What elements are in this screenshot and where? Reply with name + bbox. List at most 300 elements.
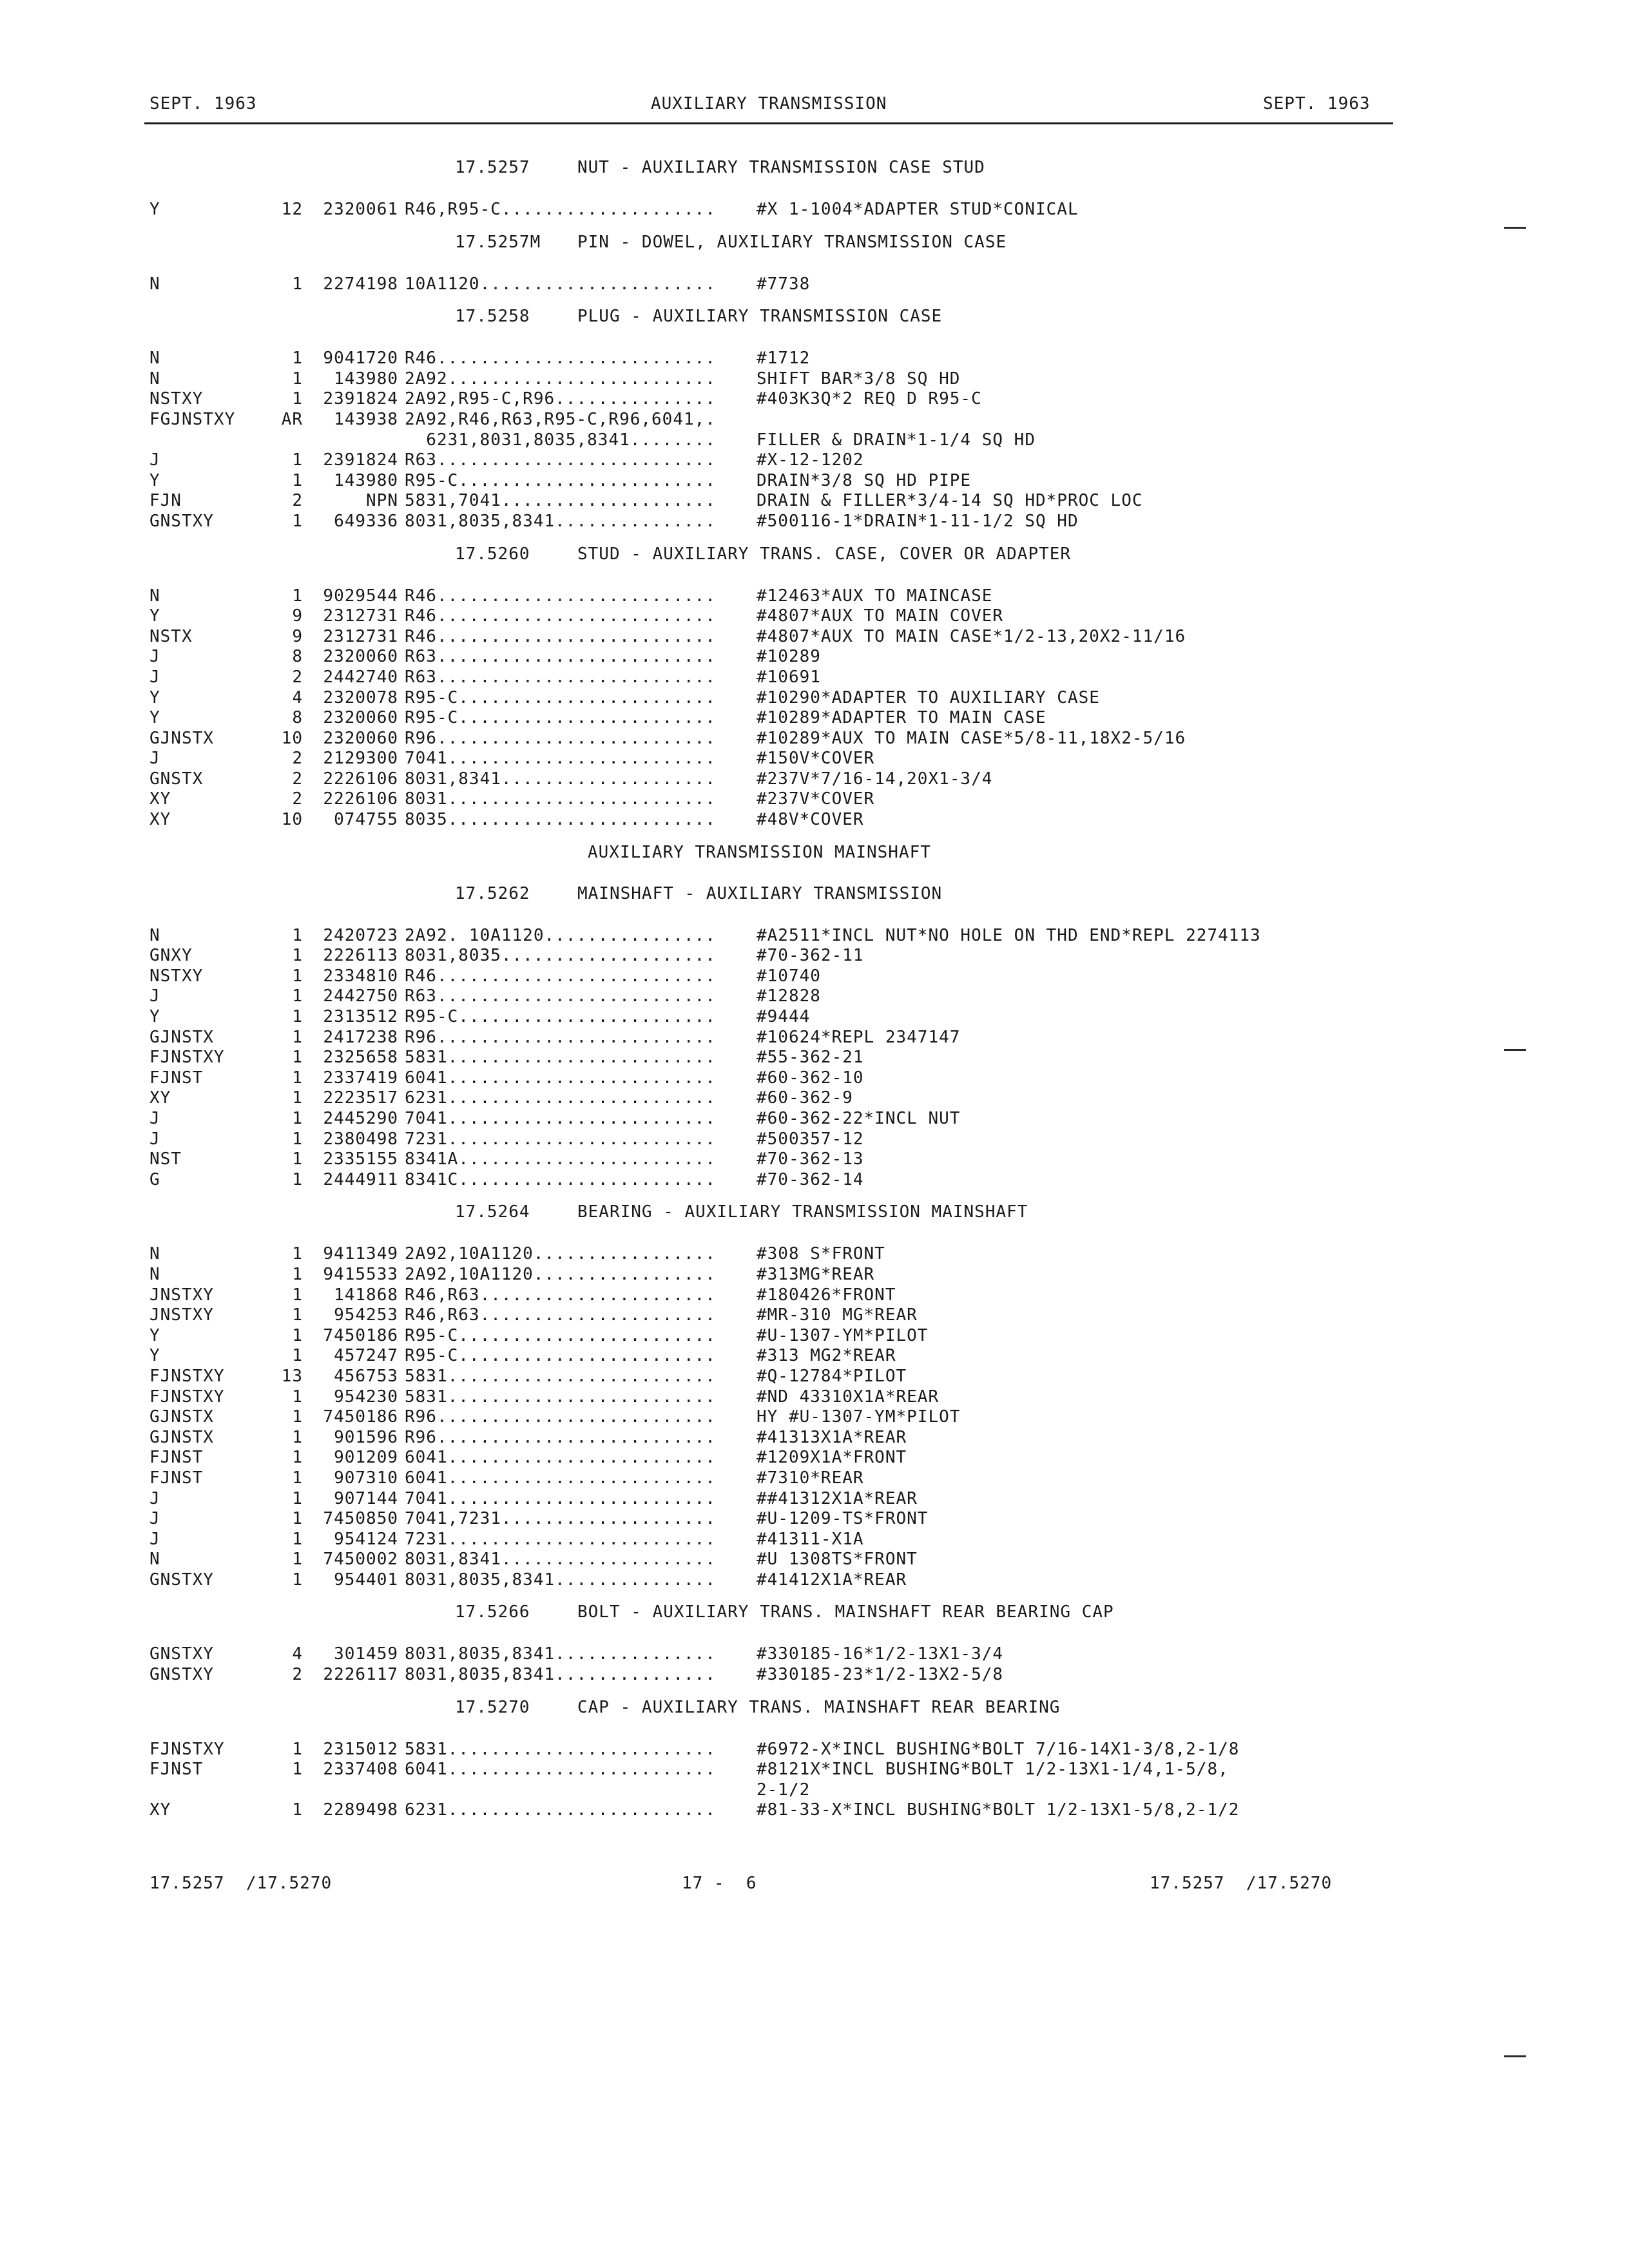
applicability-code: Y <box>149 200 160 219</box>
part-description: #330185-16*1/2-13X1-3/4 <box>757 1644 1004 1664</box>
part-number: 2226117 <box>323 1665 398 1685</box>
quantity: 2 <box>292 749 303 769</box>
section-gap <box>0 193 1629 200</box>
applicability-code: GNSTXY <box>149 1644 214 1664</box>
quantity: 1 <box>292 1346 303 1366</box>
applicability-code: XY <box>149 789 171 809</box>
part-description: #330185-23*1/2-13X2-5/8 <box>757 1665 1004 1685</box>
section-heading <box>0 539 1629 580</box>
section-number: 17.5257 <box>455 158 530 177</box>
part-number: 7450002 <box>323 1550 398 1570</box>
parts-row <box>0 966 1629 987</box>
quantity: 2 <box>292 769 303 789</box>
part-description: #60-362-22*INCL NUT <box>757 1109 961 1128</box>
section-number: 17.5266 <box>455 1602 530 1622</box>
quantity: 1 <box>292 986 303 1006</box>
applicability-code: N <box>149 349 160 369</box>
subsection-title: AUXILIARY TRANSMISSION MAINSHAFT <box>588 842 931 862</box>
parts-row <box>0 708 1629 729</box>
quantity: 1 <box>292 450 303 470</box>
section-heading <box>0 152 1629 193</box>
section-title: NUT - AUXILIARY TRANSMISSION CASE STUD <box>577 158 985 177</box>
part-number: 2320060 <box>323 728 398 748</box>
model-list: 8031,8035,8341............... <box>405 511 716 531</box>
part-number: 2335155 <box>323 1149 398 1169</box>
part-number: 2312731 <box>323 606 398 626</box>
part-description: #Q-12784*PILOT <box>757 1366 907 1386</box>
parts-row <box>0 1570 1629 1591</box>
section-number: 17.5258 <box>455 307 530 327</box>
quantity: 1 <box>292 1760 303 1780</box>
part-description: #41313X1A*REAR <box>757 1427 907 1447</box>
part-description: #10289*ADAPTER TO MAIN CASE <box>757 708 1046 728</box>
parts-row <box>0 986 1629 1007</box>
applicability-code: JNSTXY <box>149 1305 214 1325</box>
model-list: 8031......................... <box>405 789 716 809</box>
quantity: 1 <box>292 1068 303 1088</box>
margin-mark <box>1504 1049 1526 1051</box>
parts-row <box>0 627 1629 648</box>
quantity: 2 <box>292 491 303 511</box>
quantity: 1 <box>292 1448 303 1468</box>
parts-row <box>0 1028 1629 1048</box>
part-number: 954401 <box>334 1570 398 1590</box>
applicability-code: NSTXY <box>149 966 204 986</box>
quantity: 8 <box>292 647 303 667</box>
applicability-code: FJNSTXY <box>149 1387 225 1407</box>
part-number: 2442750 <box>323 986 398 1006</box>
model-list: R63.......................... <box>405 986 716 1006</box>
model-list: 8341C........................ <box>405 1169 716 1189</box>
part-description: #X-12-1202 <box>757 450 864 470</box>
quantity: 2 <box>292 667 303 687</box>
quantity: 1 <box>292 1407 303 1427</box>
quantity: 10 <box>281 810 303 830</box>
parts-row <box>0 1550 1629 1570</box>
model-list: R95-C........................ <box>405 1346 716 1366</box>
parts-row <box>0 512 1629 532</box>
applicability-code: GNSTXY <box>149 1570 214 1590</box>
quantity: 1 <box>292 1285 303 1305</box>
applicability-code: N <box>149 369 160 389</box>
part-number: 2226113 <box>323 946 398 966</box>
model-list: 7041......................... <box>405 1488 716 1508</box>
model-list: R46,R95-C.................... <box>405 200 716 219</box>
part-description: #6972-X*INCL BUSHING*BOLT 7/16-14X1-3/8,2-1/8 <box>757 1739 1240 1759</box>
part-number: 2274198 <box>323 274 398 294</box>
model-list: 8031,8035,8341............... <box>405 1644 716 1664</box>
quantity: 10 <box>281 728 303 748</box>
model-list: 6041......................... <box>405 1068 716 1088</box>
quantity: 9 <box>292 626 303 646</box>
applicability-code: J <box>149 986 160 1006</box>
section-heading <box>0 878 1629 919</box>
section-gap <box>0 1238 1629 1244</box>
section-number: 17.5262 <box>455 883 530 903</box>
part-number: 9415533 <box>323 1264 398 1284</box>
part-description: #A2511*INCL NUT*NO HOLE ON THD END*REPL 2274113 <box>757 925 1261 945</box>
quantity: 1 <box>292 1387 303 1407</box>
parts-row <box>0 274 1629 295</box>
section-gap <box>0 342 1629 349</box>
parts-row <box>0 200 1629 220</box>
section-gap <box>0 831 1629 837</box>
applicability-code: GJNSTX <box>149 1027 214 1047</box>
parts-row <box>0 647 1629 668</box>
quantity: 1 <box>292 1325 303 1345</box>
quantity: 1 <box>292 1550 303 1570</box>
footer-range-left: 17.5257 /17.5270 <box>149 1874 333 1893</box>
applicability-code: FJNSTXY <box>149 1739 225 1759</box>
applicability-code: N <box>149 1264 160 1284</box>
margin-mark <box>1504 2055 1526 2057</box>
part-number: 954124 <box>334 1529 398 1549</box>
part-description: #X 1-1004*ADAPTER STUD*CONICAL <box>757 200 1079 219</box>
section-title: STUD - AUXILIARY TRANS. CASE, COVER OR ADAPTER <box>577 544 1072 564</box>
part-number: 074755 <box>334 810 398 830</box>
section-title: CAP - AUXILIARY TRANS. MAINSHAFT REAR BEARING <box>577 1697 1061 1717</box>
model-list: 7041......................... <box>405 1109 716 1128</box>
applicability-code: FJN <box>149 491 182 511</box>
applicability-code: Y <box>149 470 160 490</box>
model-list: 7231......................... <box>405 1529 716 1549</box>
part-number: 7450850 <box>323 1509 398 1529</box>
quantity: 1 <box>292 1129 303 1149</box>
quantity: 1 <box>292 511 303 531</box>
quantity: AR <box>281 409 303 429</box>
part-description: #10740 <box>757 966 821 986</box>
quantity: 1 <box>292 1509 303 1529</box>
parts-row <box>0 1285 1629 1306</box>
part-number: 143980 <box>334 470 398 490</box>
section-heading <box>0 227 1629 268</box>
applicability-code: N <box>149 1550 160 1570</box>
part-number: 457247 <box>334 1346 398 1366</box>
applicability-code: NST <box>149 1149 182 1169</box>
section-heading <box>0 1196 1629 1238</box>
parts-row <box>0 471 1629 492</box>
quantity: 1 <box>292 1244 303 1264</box>
model-list: 7231......................... <box>405 1129 716 1149</box>
part-description: #10290*ADAPTER TO AUXILIARY CASE <box>757 687 1100 707</box>
applicability-code: XY <box>149 1800 171 1820</box>
quantity: 1 <box>292 369 303 389</box>
parts-row <box>0 349 1629 369</box>
quantity: 1 <box>292 1109 303 1128</box>
part-number: 9041720 <box>323 349 398 369</box>
part-number: 2420723 <box>323 925 398 945</box>
part-number: 2380498 <box>323 1129 398 1149</box>
part-number: 143980 <box>334 369 398 389</box>
model-list: R95-C........................ <box>405 1325 716 1345</box>
model-list: 2A92,R95-C,R96............... <box>405 389 716 409</box>
quantity: 1 <box>292 1739 303 1759</box>
quantity: 1 <box>292 925 303 945</box>
section-title: PLUG - AUXILIARY TRANSMISSION CASE <box>577 307 943 327</box>
part-number: 2289498 <box>323 1800 398 1820</box>
model-list: 2A92,10A1120................. <box>405 1264 716 1284</box>
part-description: #60-362-10 <box>757 1068 864 1088</box>
quantity: 1 <box>292 349 303 369</box>
part-number: 901209 <box>334 1448 398 1468</box>
applicability-code: JNSTXY <box>149 1285 214 1305</box>
model-list: 8031,8035,8341............... <box>405 1570 716 1590</box>
part-description: #MR-310 MG*REAR <box>757 1305 918 1325</box>
part-description: #4807*AUX TO MAIN CASE*1/2-13,20X2-11/16 <box>757 626 1186 646</box>
applicability-code: Y <box>149 606 160 626</box>
part-number: 2223517 <box>323 1088 398 1108</box>
model-list: 6041......................... <box>405 1760 716 1780</box>
applicability-code: NSTX <box>149 626 193 646</box>
parts-row <box>0 1489 1629 1510</box>
part-description: ##41312X1A*REAR <box>757 1488 918 1508</box>
model-list: R63.......................... <box>405 647 716 667</box>
parts-row <box>0 1800 1629 1821</box>
section-heading <box>0 1597 1629 1638</box>
part-number: 2391824 <box>323 389 398 409</box>
applicability-code: N <box>149 925 160 945</box>
parts-row <box>0 606 1629 627</box>
parts-row <box>0 1326 1629 1347</box>
part-description: #10289*AUX TO MAIN CASE*5/8-11,18X2-5/16 <box>757 728 1186 748</box>
part-description: #U 1308TS*FRONT <box>757 1550 918 1570</box>
header-date-right: SEPT. 1963 <box>1263 94 1371 113</box>
part-description: #1712 <box>757 349 811 369</box>
quantity: 12 <box>281 200 303 219</box>
parts-row <box>0 389 1629 410</box>
parts-row <box>0 749 1629 769</box>
applicability-code: J <box>149 1109 160 1128</box>
part-number: 9029544 <box>323 586 398 606</box>
parts-row <box>0 1305 1629 1326</box>
model-list: R96.......................... <box>405 1027 716 1047</box>
part-number: 2442740 <box>323 667 398 687</box>
applicability-code: N <box>149 586 160 606</box>
model-list: 8031,8341.................... <box>405 769 716 789</box>
quantity: 1 <box>292 1169 303 1189</box>
model-list: R63.......................... <box>405 667 716 687</box>
part-number: 301459 <box>334 1644 398 1664</box>
part-description: #7738 <box>757 274 811 294</box>
part-number: 2313512 <box>323 1007 398 1027</box>
part-number: 2320061 <box>323 200 398 219</box>
parts-row <box>0 1760 1629 1780</box>
part-description: HY #U-1307-YM*PILOT <box>757 1407 961 1427</box>
part-description: #55-362-21 <box>757 1048 864 1068</box>
quantity: 4 <box>292 687 303 707</box>
part-number: 2226106 <box>323 789 398 809</box>
applicability-code: GJNSTX <box>149 728 214 748</box>
parts-row <box>0 1428 1629 1448</box>
margin-mark <box>1504 227 1526 229</box>
parts-row <box>0 1448 1629 1468</box>
section-heading <box>0 1692 1629 1733</box>
model-list: 5831......................... <box>405 1366 716 1386</box>
model-list: 6231......................... <box>405 1800 716 1820</box>
applicability-code: FGJNSTXY <box>149 409 236 429</box>
parts-row <box>0 1170 1629 1191</box>
section-gap <box>0 1190 1629 1196</box>
parts-row <box>0 688 1629 709</box>
quantity: 1 <box>292 586 303 606</box>
model-list: 8341A........................ <box>405 1149 716 1169</box>
parts-row <box>0 668 1629 688</box>
section-gap <box>0 1733 1629 1740</box>
part-number: 2417238 <box>323 1027 398 1047</box>
applicability-code: J <box>149 1488 160 1508</box>
model-list: 2A92. 10A1120................ <box>405 925 716 945</box>
model-list: 10A1120...................... <box>405 274 716 294</box>
part-number: 954230 <box>334 1387 398 1407</box>
parts-row <box>0 1244 1629 1265</box>
part-number: 901596 <box>334 1427 398 1447</box>
quantity: 1 <box>292 1149 303 1169</box>
model-list: 2A92,R46,R63,R95-C,R96,6041,. <box>405 409 716 429</box>
model-list: R95-C........................ <box>405 1007 716 1027</box>
quantity: 1 <box>292 1468 303 1488</box>
applicability-code: Y <box>149 1346 160 1366</box>
part-number: 2320060 <box>323 708 398 728</box>
quantity: 1 <box>292 1007 303 1027</box>
section-number: 17.5257M <box>455 232 541 252</box>
parts-row <box>0 1129 1629 1150</box>
part-number: 2129300 <box>323 749 398 769</box>
part-number: 907144 <box>334 1488 398 1508</box>
part-number: 954253 <box>334 1305 398 1325</box>
part-description: #60-362-9 <box>757 1088 853 1108</box>
section-gap <box>0 919 1629 926</box>
applicability-code: Y <box>149 1007 160 1027</box>
applicability-code: Y <box>149 708 160 728</box>
quantity: 2 <box>292 1665 303 1685</box>
quantity: 9 <box>292 606 303 626</box>
parts-row <box>0 946 1629 966</box>
part-number: 2334810 <box>323 966 398 986</box>
section-gap <box>0 220 1629 227</box>
section-gap <box>0 532 1629 539</box>
section-number: 17.5270 <box>455 1697 530 1717</box>
model-list: 8031,8035.................... <box>405 946 716 966</box>
part-description: #10691 <box>757 667 821 687</box>
parts-row <box>0 1068 1629 1089</box>
part-description: #70-362-14 <box>757 1169 864 1189</box>
section-number: 17.5260 <box>455 544 530 564</box>
model-list: 8031,8035,8341............... <box>405 1665 716 1685</box>
part-description: DRAIN*3/8 SQ HD PIPE <box>757 470 972 490</box>
quantity: 1 <box>292 389 303 409</box>
parts-row <box>0 729 1629 749</box>
applicability-code: Y <box>149 687 160 707</box>
applicability-code: FJNST <box>149 1760 204 1780</box>
parts-row <box>0 810 1629 831</box>
part-description: #500116-1*DRAIN*1-11-1/2 SQ HD <box>757 511 1079 531</box>
parts-row <box>0 430 1629 451</box>
applicability-code: N <box>149 274 160 294</box>
quantity: 1 <box>292 1800 303 1820</box>
quantity: 1 <box>292 1305 303 1325</box>
model-list: R95-C........................ <box>405 708 716 728</box>
part-description: #1209X1A*FRONT <box>757 1448 907 1468</box>
parts-row <box>0 1468 1629 1489</box>
model-list: R46.......................... <box>405 966 716 986</box>
part-number: 2226106 <box>323 769 398 789</box>
applicability-code: J <box>149 667 160 687</box>
parts-row <box>0 1007 1629 1028</box>
applicability-code: J <box>149 647 160 667</box>
parts-row <box>0 1665 1629 1686</box>
part-number: 9411349 <box>323 1244 398 1264</box>
part-number: 2445290 <box>323 1109 398 1128</box>
part-number: 2337419 <box>323 1068 398 1088</box>
model-list: 7041......................... <box>405 749 716 769</box>
header-title: AUXILIARY TRANSMISSION <box>651 94 887 113</box>
quantity: 1 <box>292 274 303 294</box>
model-list: R95-C........................ <box>405 470 716 490</box>
model-list: R46,R63...................... <box>405 1285 716 1305</box>
section-title: BOLT - AUXILIARY TRANS. MAINSHAFT REAR BEARING CAP <box>577 1602 1114 1622</box>
model-list: 6041......................... <box>405 1468 716 1488</box>
applicability-code: FJNSTXY <box>149 1048 225 1068</box>
part-description: #500357-12 <box>757 1129 864 1149</box>
model-list: 5831......................... <box>405 1739 716 1759</box>
model-list: 6231,8031,8035,8341........ <box>405 430 716 450</box>
section-title: PIN - DOWEL, AUXILIARY TRANSMISSION CASE <box>577 232 1007 252</box>
applicability-code: FJNSTXY <box>149 1366 225 1386</box>
model-list: 2A92,10A1120................. <box>405 1244 716 1264</box>
parts-row <box>0 1367 1629 1387</box>
model-list: 5831,7041.................... <box>405 491 716 511</box>
applicability-code: J <box>149 1129 160 1149</box>
applicability-code: GJNSTX <box>149 1427 214 1447</box>
applicability-code: J <box>149 1509 160 1529</box>
part-number: 143938 <box>334 409 398 429</box>
model-list: R96.......................... <box>405 1427 716 1447</box>
quantity: 1 <box>292 470 303 490</box>
parts-row <box>0 1346 1629 1367</box>
applicability-code: GNSTX <box>149 769 204 789</box>
applicability-code: Y <box>149 1325 160 1345</box>
section-gap <box>0 1638 1629 1644</box>
section-gap <box>0 268 1629 274</box>
section-gap <box>0 294 1629 301</box>
part-description: #70-362-13 <box>757 1149 864 1169</box>
quantity: 1 <box>292 1570 303 1590</box>
section-heading <box>0 301 1629 342</box>
model-list: 6231......................... <box>405 1088 716 1108</box>
header-date-left: SEPT. 1963 <box>149 94 257 113</box>
applicability-code: J <box>149 1529 160 1549</box>
section-title: MAINSHAFT - AUXILIARY TRANSMISSION <box>577 883 943 903</box>
section-title: BEARING - AUXILIARY TRANSMISSION MAINSHAFT <box>577 1202 1028 1222</box>
parts-row <box>0 1149 1629 1170</box>
parts-row <box>0 369 1629 390</box>
section-gap <box>0 580 1629 586</box>
model-list: R46.......................... <box>405 606 716 626</box>
quantity: 1 <box>292 1488 303 1508</box>
model-list: R46.......................... <box>405 586 716 606</box>
quantity: 13 <box>281 1366 303 1386</box>
part-description: #8121X*INCL BUSHING*BOLT 1/2-13X1-1/4,1-5/8, <box>757 1760 1229 1780</box>
part-description: #308 S*FRONT <box>757 1244 885 1264</box>
part-number: 7450186 <box>323 1407 398 1427</box>
part-number: 2312731 <box>323 626 398 646</box>
part-number: 456753 <box>334 1366 398 1386</box>
quantity: 1 <box>292 1427 303 1447</box>
applicability-code: N <box>149 1244 160 1264</box>
parts-row <box>0 410 1629 430</box>
model-list: R96.......................... <box>405 1407 716 1427</box>
parts-list <box>0 152 1629 1827</box>
